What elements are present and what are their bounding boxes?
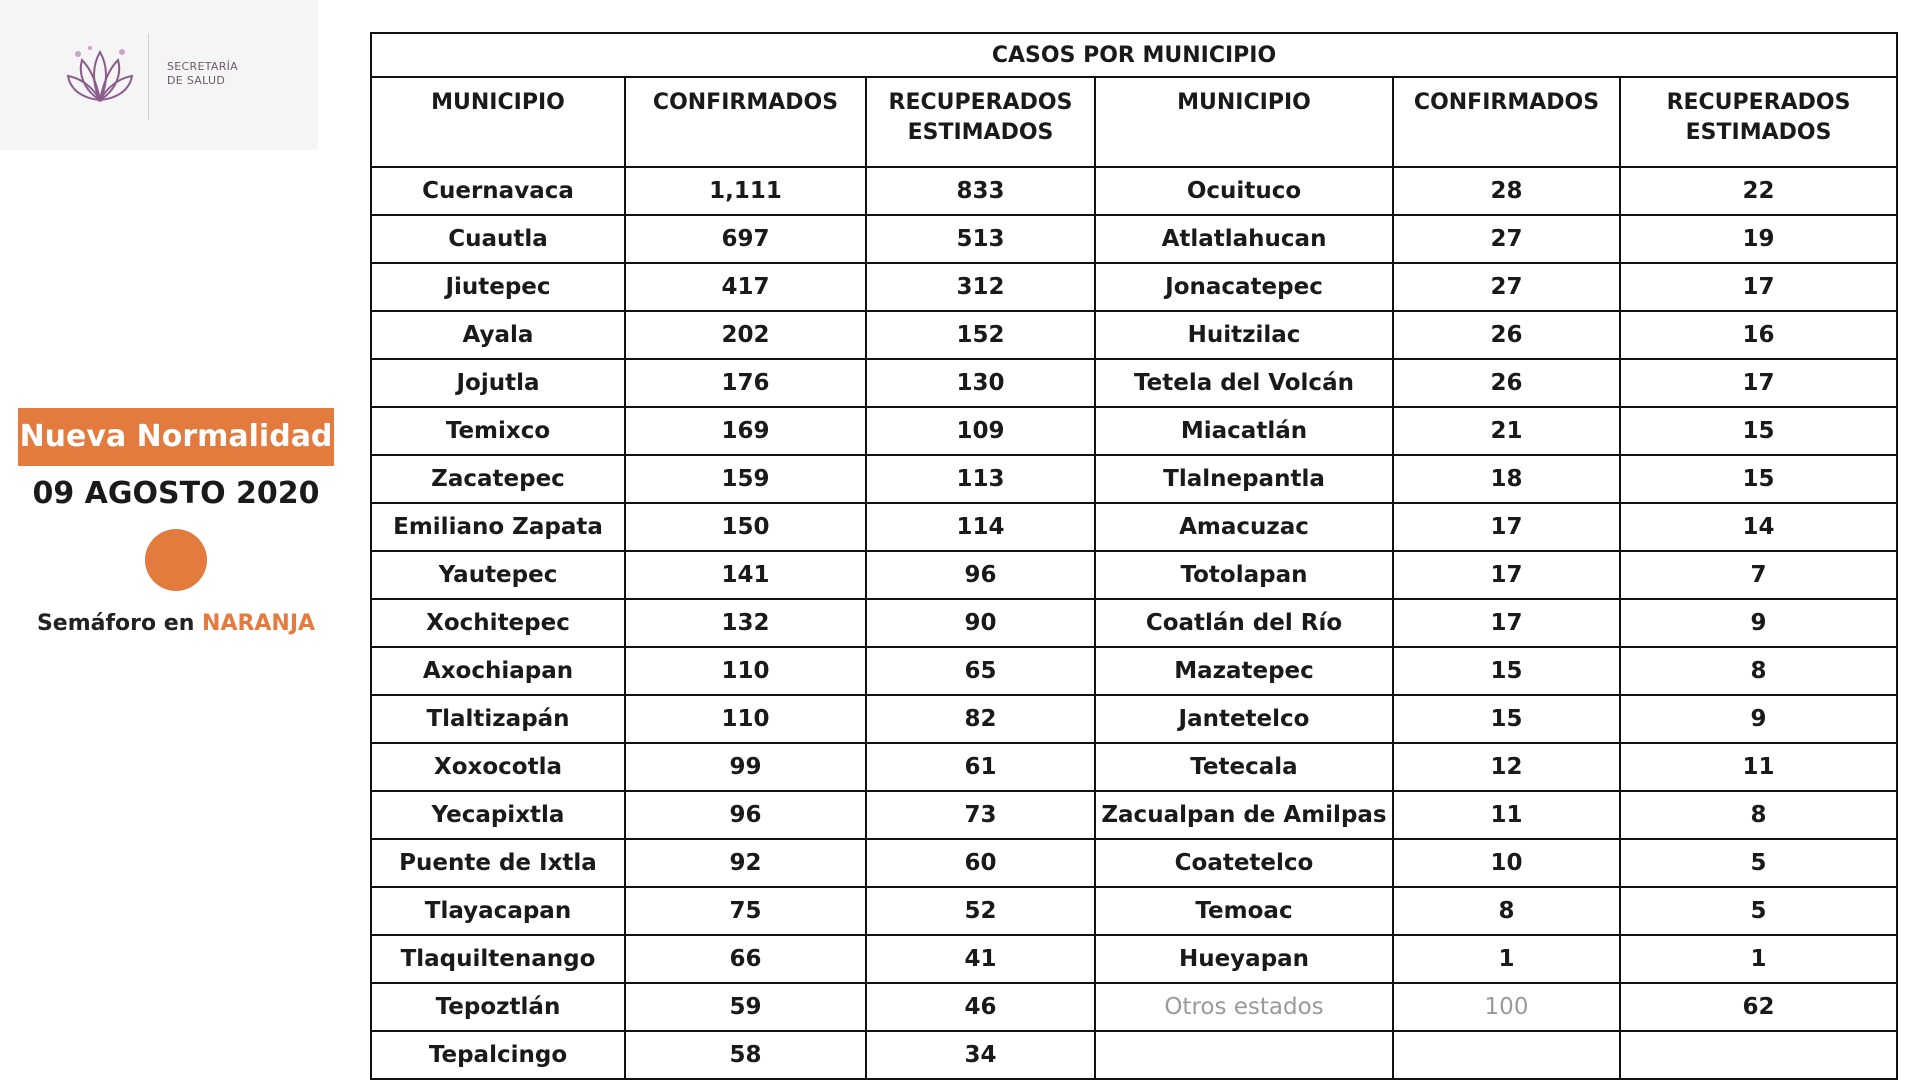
cell-municipio: Yecapixtla bbox=[371, 791, 625, 839]
cell-recuperados: 82 bbox=[866, 695, 1095, 743]
cell-municipio: Emiliano Zapata bbox=[371, 503, 625, 551]
cell-confirmados: 1,111 bbox=[625, 167, 866, 215]
table-row bbox=[371, 455, 1897, 503]
cell-municipio: Amacuzac bbox=[1095, 503, 1393, 551]
table-row bbox=[371, 791, 1897, 839]
cell-municipio: Axochiapan bbox=[371, 647, 625, 695]
cell-recuperados: 96 bbox=[866, 551, 1095, 599]
header-recuperados: RECUPERADOS ESTIMADOS bbox=[866, 77, 1095, 167]
cell-municipio: Cuautla bbox=[371, 215, 625, 263]
table-row bbox=[371, 935, 1897, 983]
cell-municipio: Ayala bbox=[371, 311, 625, 359]
cell-recuperados: 61 bbox=[866, 743, 1095, 791]
cell-recuperados: 513 bbox=[866, 215, 1095, 263]
cell-municipio: Otros estados bbox=[1095, 983, 1393, 1031]
cell-municipio: Jiutepec bbox=[371, 263, 625, 311]
cell-municipio: Tlaltizapán bbox=[371, 695, 625, 743]
table-row bbox=[371, 311, 1897, 359]
cell-municipio: Cuernavaca bbox=[371, 167, 625, 215]
report-date: 09 AGOSTO 2020 bbox=[32, 476, 320, 511]
cell-confirmados: 92 bbox=[625, 839, 866, 887]
cell-recuperados: 15 bbox=[1620, 407, 1897, 455]
cell-confirmados: 21 bbox=[1393, 407, 1620, 455]
table-row bbox=[371, 359, 1897, 407]
cell-confirmados: 110 bbox=[625, 695, 866, 743]
cell-confirmados bbox=[1393, 1031, 1620, 1079]
cell-confirmados: 10 bbox=[1393, 839, 1620, 887]
cell-recuperados: 114 bbox=[866, 503, 1095, 551]
cell-confirmados: 15 bbox=[1393, 695, 1620, 743]
status-color-word: NARANJA bbox=[202, 611, 316, 636]
table-row bbox=[371, 167, 1897, 215]
cell-recuperados bbox=[1620, 1031, 1897, 1079]
cell-recuperados: 109 bbox=[866, 407, 1095, 455]
cell-municipio: Xochitepec bbox=[371, 599, 625, 647]
cell-recuperados: 65 bbox=[866, 647, 1095, 695]
table-row bbox=[371, 503, 1897, 551]
table-row bbox=[371, 743, 1897, 791]
table-title: CASOS POR MUNICIPIO bbox=[371, 33, 1897, 77]
header-confirmados: CONFIRMADOS bbox=[625, 77, 866, 167]
table-row bbox=[371, 887, 1897, 935]
cell-confirmados: 697 bbox=[625, 215, 866, 263]
cell-municipio bbox=[1095, 1031, 1393, 1079]
cell-confirmados: 17 bbox=[1393, 551, 1620, 599]
table-row bbox=[371, 1031, 1897, 1079]
cell-confirmados: 99 bbox=[625, 743, 866, 791]
cell-municipio: Tepalcingo bbox=[371, 1031, 625, 1079]
cell-recuperados: 5 bbox=[1620, 839, 1897, 887]
cell-recuperados: 15 bbox=[1620, 455, 1897, 503]
cell-recuperados: 8 bbox=[1620, 791, 1897, 839]
table-row bbox=[371, 983, 1897, 1031]
table-header-row bbox=[371, 77, 1897, 167]
cell-municipio: Huitzilac bbox=[1095, 311, 1393, 359]
cell-recuperados: 62 bbox=[1620, 983, 1897, 1031]
cell-confirmados: 202 bbox=[625, 311, 866, 359]
cell-confirmados: 100 bbox=[1393, 983, 1620, 1031]
cell-municipio: Jojutla bbox=[371, 359, 625, 407]
status-panel bbox=[18, 408, 334, 636]
cell-confirmados: 8 bbox=[1393, 887, 1620, 935]
cell-confirmados: 176 bbox=[625, 359, 866, 407]
cell-municipio: Atlatlahucan bbox=[1095, 215, 1393, 263]
cell-municipio: Coatetelco bbox=[1095, 839, 1393, 887]
cell-confirmados: 26 bbox=[1393, 359, 1620, 407]
cell-recuperados: 833 bbox=[866, 167, 1095, 215]
cell-confirmados: 66 bbox=[625, 935, 866, 983]
header-confirmados: CONFIRMADOS bbox=[1393, 77, 1620, 167]
cell-confirmados: 15 bbox=[1393, 647, 1620, 695]
cell-recuperados: 113 bbox=[866, 455, 1095, 503]
cell-recuperados: 22 bbox=[1620, 167, 1897, 215]
cell-confirmados: 110 bbox=[625, 647, 866, 695]
cell-municipio: Jonacatepec bbox=[1095, 263, 1393, 311]
cell-recuperados: 152 bbox=[866, 311, 1095, 359]
cell-recuperados: 7 bbox=[1620, 551, 1897, 599]
cases-table bbox=[370, 32, 1898, 1080]
cell-recuperados: 9 bbox=[1620, 599, 1897, 647]
cell-municipio: Mazatepec bbox=[1095, 647, 1393, 695]
logo-line-1: SECRETARÍA bbox=[167, 60, 239, 73]
cell-confirmados: 141 bbox=[625, 551, 866, 599]
cell-confirmados: 18 bbox=[1393, 455, 1620, 503]
cell-confirmados: 150 bbox=[625, 503, 866, 551]
cell-municipio: Tlaquiltenango bbox=[371, 935, 625, 983]
cell-municipio: Temoac bbox=[1095, 887, 1393, 935]
cell-recuperados: 16 bbox=[1620, 311, 1897, 359]
cell-municipio: Jantetelco bbox=[1095, 695, 1393, 743]
logo-line-2: DE SALUD bbox=[167, 74, 226, 87]
cell-municipio: Zacualpan de Amilpas bbox=[1095, 791, 1393, 839]
cell-recuperados: 8 bbox=[1620, 647, 1897, 695]
cell-confirmados: 75 bbox=[625, 887, 866, 935]
logo-area bbox=[0, 0, 318, 150]
logo-divider bbox=[148, 34, 149, 120]
cell-municipio: Puente de Ixtla bbox=[371, 839, 625, 887]
table-row bbox=[371, 551, 1897, 599]
cell-municipio: Coatlán del Río bbox=[1095, 599, 1393, 647]
cell-recuperados: 5 bbox=[1620, 887, 1897, 935]
cell-municipio: Tetecala bbox=[1095, 743, 1393, 791]
table-row bbox=[371, 263, 1897, 311]
cell-municipio: Yautepec bbox=[371, 551, 625, 599]
cell-recuperados: 312 bbox=[866, 263, 1095, 311]
cell-municipio: Tetela del Volcán bbox=[1095, 359, 1393, 407]
cell-municipio: Zacatepec bbox=[371, 455, 625, 503]
traffic-light-status bbox=[18, 611, 334, 636]
cell-recuperados: 90 bbox=[866, 599, 1095, 647]
cell-confirmados: 159 bbox=[625, 455, 866, 503]
cell-municipio: Miacatlán bbox=[1095, 407, 1393, 455]
cell-municipio: Temixco bbox=[371, 407, 625, 455]
logo-text bbox=[167, 60, 238, 88]
table-row bbox=[371, 647, 1897, 695]
cell-confirmados: 58 bbox=[625, 1031, 866, 1079]
cell-recuperados: 17 bbox=[1620, 263, 1897, 311]
cell-recuperados: 46 bbox=[866, 983, 1095, 1031]
table-row bbox=[371, 215, 1897, 263]
cell-confirmados: 96 bbox=[625, 791, 866, 839]
cell-recuperados: 11 bbox=[1620, 743, 1897, 791]
cell-municipio: Tepoztlán bbox=[371, 983, 625, 1031]
cell-confirmados: 17 bbox=[1393, 503, 1620, 551]
header-recuperados: RECUPERADOS ESTIMADOS bbox=[1620, 77, 1897, 167]
cell-confirmados: 27 bbox=[1393, 215, 1620, 263]
cell-recuperados: 17 bbox=[1620, 359, 1897, 407]
cell-confirmados: 26 bbox=[1393, 311, 1620, 359]
cell-confirmados: 27 bbox=[1393, 263, 1620, 311]
cell-recuperados: 73 bbox=[866, 791, 1095, 839]
header-municipio: MUNICIPIO bbox=[371, 77, 625, 167]
cell-municipio: Hueyapan bbox=[1095, 935, 1393, 983]
lotus-logo-icon bbox=[64, 40, 136, 112]
cell-recuperados: 9 bbox=[1620, 695, 1897, 743]
table-row bbox=[371, 839, 1897, 887]
cell-confirmados: 132 bbox=[625, 599, 866, 647]
cell-confirmados: 169 bbox=[625, 407, 866, 455]
cell-recuperados: 14 bbox=[1620, 503, 1897, 551]
cell-confirmados: 28 bbox=[1393, 167, 1620, 215]
table-row bbox=[371, 407, 1897, 455]
cell-recuperados: 52 bbox=[866, 887, 1095, 935]
cell-recuperados: 1 bbox=[1620, 935, 1897, 983]
cell-recuperados: 60 bbox=[866, 839, 1095, 887]
cell-recuperados: 34 bbox=[866, 1031, 1095, 1079]
cell-municipio: Totolapan bbox=[1095, 551, 1393, 599]
cell-confirmados: 11 bbox=[1393, 791, 1620, 839]
cell-municipio: Xoxocotla bbox=[371, 743, 625, 791]
cell-municipio: Ocuituco bbox=[1095, 167, 1393, 215]
header-municipio: MUNICIPIO bbox=[1095, 77, 1393, 167]
table-body bbox=[371, 167, 1897, 1079]
cell-recuperados: 19 bbox=[1620, 215, 1897, 263]
phase-banner: Nueva Normalidad bbox=[18, 408, 334, 466]
cell-recuperados: 41 bbox=[866, 935, 1095, 983]
table-row bbox=[371, 599, 1897, 647]
status-prefix: Semáforo en bbox=[36, 611, 203, 636]
cell-confirmados: 17 bbox=[1393, 599, 1620, 647]
cell-confirmados: 12 bbox=[1393, 743, 1620, 791]
traffic-light-dot bbox=[145, 529, 207, 591]
cell-municipio: Tlayacapan bbox=[371, 887, 625, 935]
cell-confirmados: 59 bbox=[625, 983, 866, 1031]
cell-confirmados: 417 bbox=[625, 263, 866, 311]
cell-confirmados: 1 bbox=[1393, 935, 1620, 983]
table-row bbox=[371, 695, 1897, 743]
cell-recuperados: 130 bbox=[866, 359, 1095, 407]
cell-municipio: Tlalnepantla bbox=[1095, 455, 1393, 503]
